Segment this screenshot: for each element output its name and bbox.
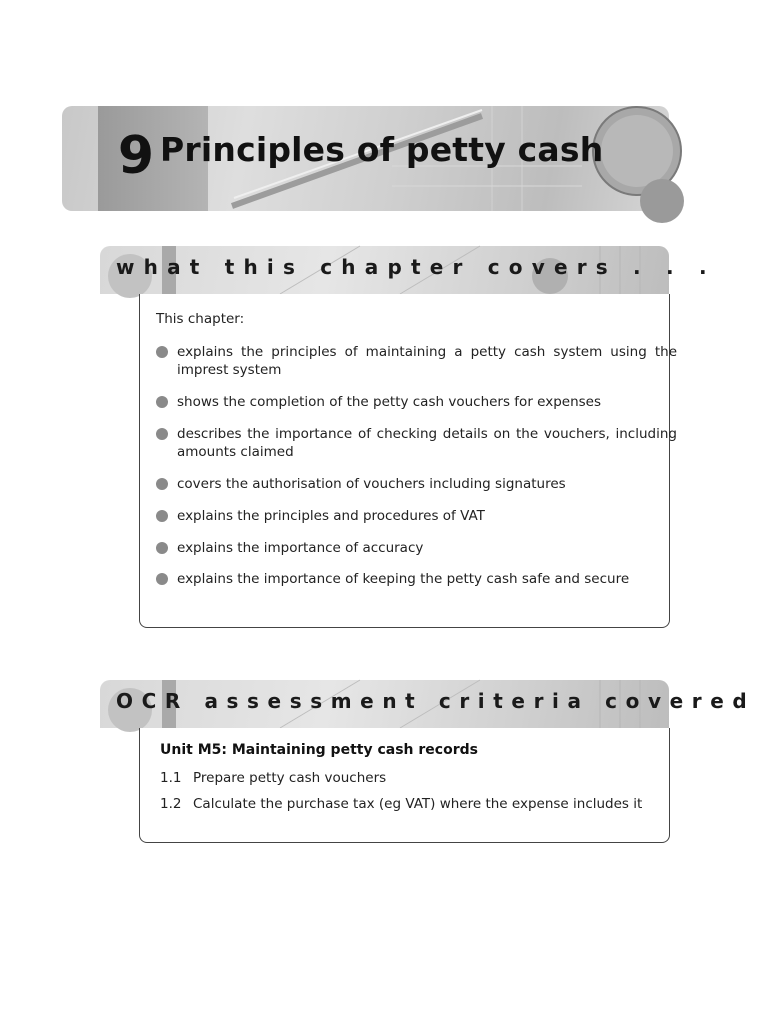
list-item [156, 425, 677, 461]
bullet-icon [156, 428, 168, 440]
criteria-text: Calculate the purchase tax (eg VAT) where the expense includes it [193, 796, 643, 812]
chapter-title: Principles of petty cash [160, 130, 604, 169]
list-item-text: explains the principles and procedures of VAT [177, 508, 485, 524]
list-item-text: explains the importance of accuracy [177, 540, 424, 556]
criteria-item [160, 796, 642, 812]
list-item [156, 393, 677, 411]
bullet-icon [156, 396, 168, 408]
criteria-item [160, 770, 386, 786]
bullet-icon [156, 478, 168, 490]
list-item [156, 507, 677, 525]
list-item [156, 475, 677, 493]
bullet-icon [156, 573, 168, 585]
list-item-text: covers the authorisation of vouchers including signatures [177, 476, 566, 492]
list-item [156, 343, 677, 379]
list-item-text: describes the importance of checking details on the vouchers, including amounts claimed [177, 426, 677, 460]
chapter-number: 9 [117, 126, 155, 186]
covers-heading: what this chapter covers . . . [116, 255, 716, 279]
bullet-icon [156, 542, 168, 554]
list-item [156, 570, 677, 588]
covers-header [100, 246, 716, 294]
criteria-number: 1.1 [160, 770, 182, 786]
unit-title: Unit M5: Maintaining petty cash records [160, 742, 478, 758]
list-item [156, 539, 677, 557]
criteria-heading: OCR assessment criteria covered [116, 689, 756, 713]
covers-intro: This chapter: [156, 311, 245, 327]
list-item-text: explains the principles of maintaining a petty cash system using the imprest system [177, 344, 677, 378]
bullet-icon [156, 346, 168, 358]
list-item-text: shows the completion of the petty cash vouchers for expenses [177, 394, 602, 410]
criteria-text: Prepare petty cash vouchers [193, 770, 387, 786]
list-item-text: explains the importance of keeping the petty cash safe and secure [177, 571, 630, 587]
criteria-number: 1.2 [160, 796, 182, 812]
criteria-header [100, 680, 756, 728]
bullet-icon [156, 510, 168, 522]
